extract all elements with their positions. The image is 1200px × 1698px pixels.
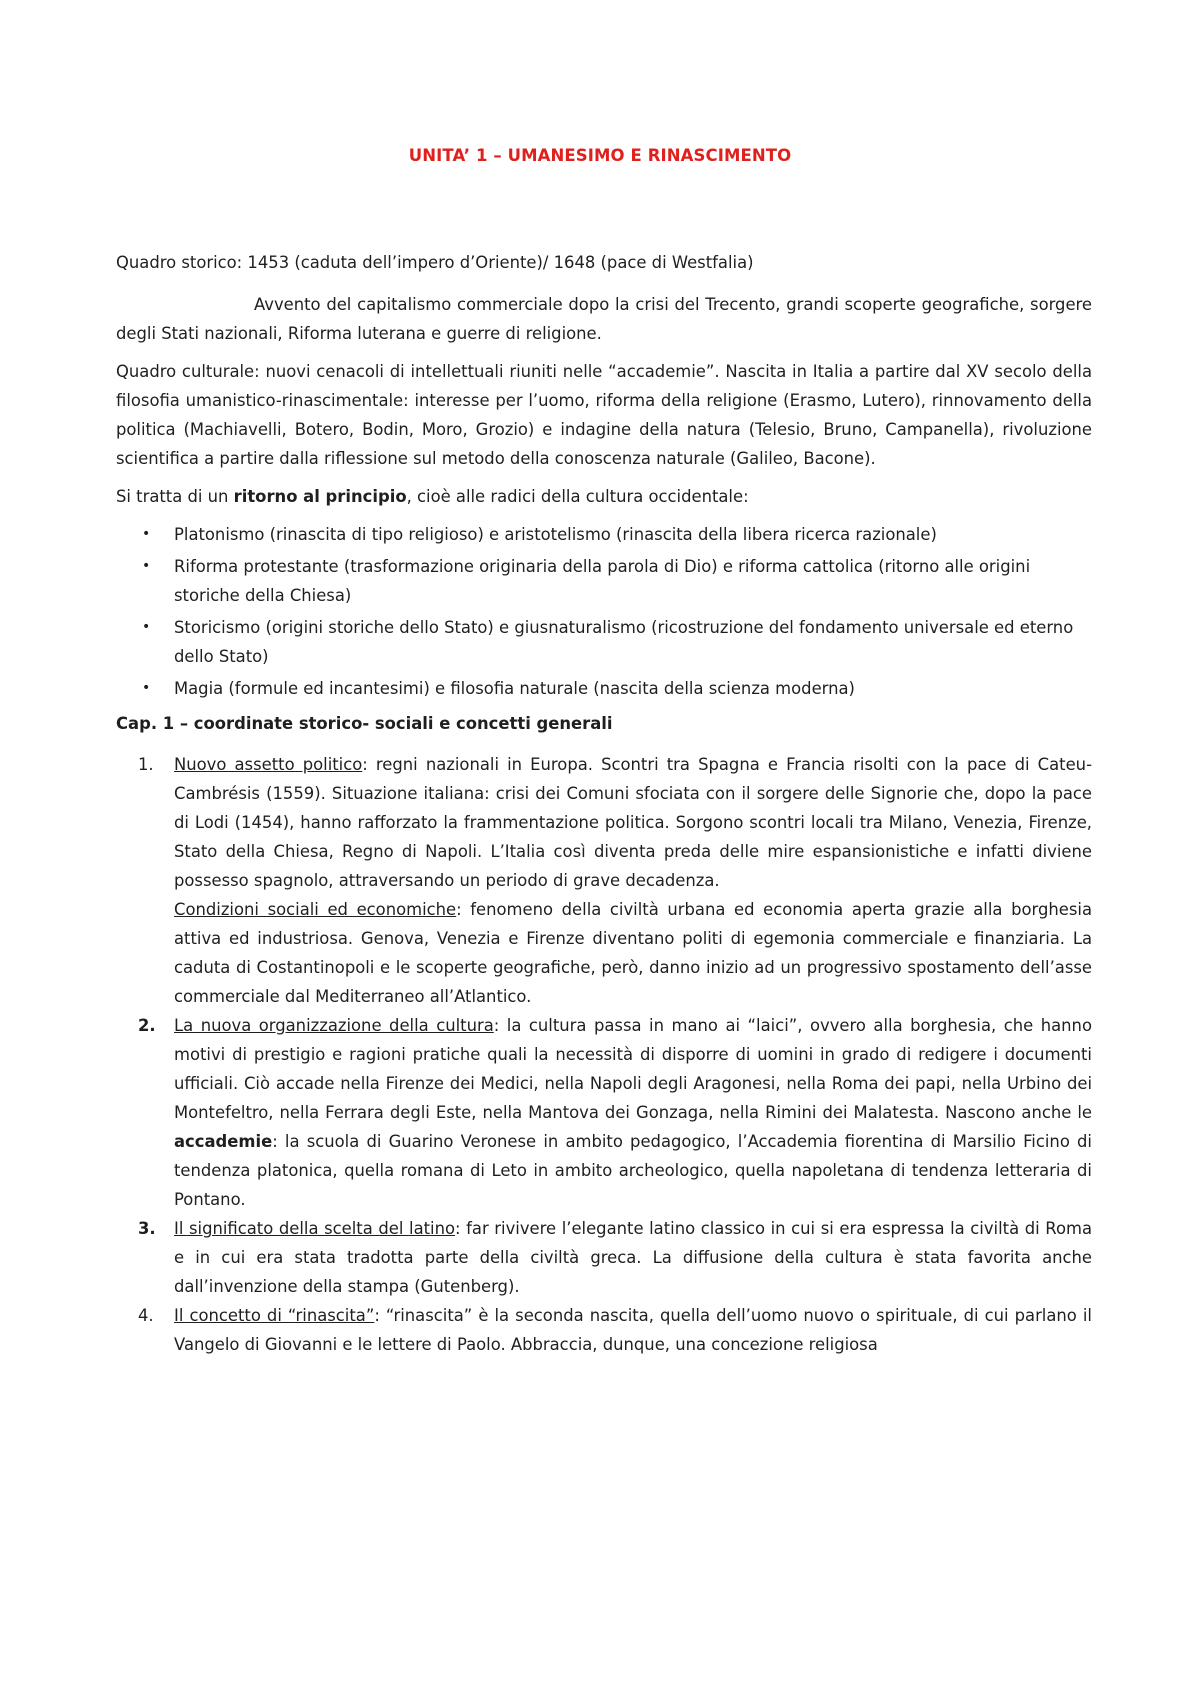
bullet-icon: • [142,526,151,542]
bullet-icon: • [142,558,151,574]
numbered-item-4 [116,1301,1092,1359]
ritorno-pre: Si tratta di un [116,487,234,506]
list-item-text: Storicismo (origini storiche dello Stato) e giusnaturalismo (ricostruzione del fondamento universale ed eterno dello Stato) [174,618,1074,666]
numbered-item-3 [116,1214,1092,1301]
item-label: Il significato della scelta del latino [174,1219,456,1238]
item-number: 3. [138,1219,156,1238]
item-bold: accademie [174,1132,273,1151]
item-label: Il concetto di “rinascita” [174,1306,375,1325]
avvento-paragraph: Avvento del capitalismo commerciale dopo la crisi del Trecento, grandi scoperte geografiche, sorgere degli Stati nazionali, Riforma luterana e guerre di religione. [116,295,1092,343]
sub-paragraph [174,895,1092,1011]
item-number: 4. [138,1306,154,1325]
bullet-icon: • [142,680,151,696]
item-label: Nuovo assetto politico [174,755,363,774]
numbered-list [116,750,1092,1359]
item-text: : regni nazionali in Europa. Scontri tra Spagna e Francia risolti con la pace di Cateu-Cambrésis (1559). Situazione italiana: crisi dei Comuni sfociata con il sorgere delle Signorie che, dopo la pace di Lodi (1454), hanno rafforzato la frammentazione politica. Sorgono scontri locali tra Milano, Venezia, Firenze, Stato della Chiesa, Regno di Napoli. L’Italia così diventa preda delle mire espansionistiche e infatti diviene possesso spagnolo, attraversando un periodo di grave decadenza. [174,755,1092,890]
list-item [116,613,1092,671]
list-item [116,674,1092,703]
bullet-icon: • [142,619,151,635]
sub-label: Condizioni sociali ed economiche [174,900,457,919]
item-label: La nuova organizzazione della cultura [174,1016,494,1035]
document-body [116,248,1092,1359]
ritorno-bold: ritorno al principio [233,487,407,506]
item-number: 2. [138,1016,156,1035]
item-text-2: : la scuola di Guarino Veronese in ambito pedagogico, l’Accademia fiorentina di Marsilio Ficino di tendenza platonica, quella romana di Leto in ambito archeologico, quella napoletana di tendenza letteraria di Pontano. [174,1132,1092,1209]
principles-list [116,520,1092,703]
numbered-item-1 [116,750,1092,1011]
list-item [116,552,1092,610]
list-item-text: Magia (formule ed incantesimi) e filosofia naturale (nascita della scienza moderna) [174,679,855,698]
quadro-storico-paragraph: Quadro storico: 1453 (caduta dell’impero d’Oriente)/ 1648 (pace di Westfalia) [116,253,754,272]
sub-text: : fenomeno della civiltà urbana ed economia aperta grazie alla borghesia attiva ed industriosa. Genova, Venezia e Firenze diventano politi di egemonia commerciale e finanziaria. La caduta di Costantinopoli e le scoperte geografiche, però, danno inizio ad un progressivo spostamento dell’asse commerciale dal Mediterraneo all’Atlantico. [174,900,1092,1006]
item-text: : “rinascita” è la seconda nascita, quella dell’uomo nuovo o spirituale, di cui parlano il Vangelo di Giovanni e le lettere di Paolo. Abbraccia, dunque, una concezione religiosa [174,1306,1092,1354]
item-text: : la cultura passa in mano ai “laici”, ovvero alla borghesia, che hanno motivi di prestigio e ragioni pratiche quali la necessità di disporre di uomini in grado di redigere i documenti ufficiali. Ciò accade nella Firenze dei Medici, nella Napoli degli Aragonesi, nella Roma dei papi, nella Urbino dei Montefeltro, nella Ferrara degli Este, nella Mantova dei Gonzaga, nella Rimini dei Malatesta. Nascono anche le [174,1016,1092,1122]
item-number: 1. [138,755,154,774]
document-title: UNITA’ 1 – UMANESIMO E RINASCIMENTO [408,146,792,165]
list-item-text: Riforma protestante (trasformazione originaria della parola di Dio) e riforma cattolica (ritorno alle origini storiche della Chiesa) [174,557,1031,605]
list-item-text: Platonismo (rinascita di tipo religioso) e aristotelismo (rinascita della libera ricerca razionale) [174,525,937,544]
chapter-heading: Cap. 1 – coordinate storico- sociali e concetti generali [116,714,613,733]
numbered-item-2 [116,1011,1092,1214]
item-text: : far rivivere l’elegante latino classico in cui si era espressa la civiltà di Roma e in cui era stata tradotta parte della civiltà greca. La diffusione della cultura è stata favorita anche dall’invenzione della stampa (Gutenberg). [174,1219,1092,1296]
quadro-culturale-paragraph: Quadro culturale: nuovi cenacoli di intellettuali riuniti nelle “accademie”. Nascita in Italia a partire dal XV secolo della filosofia umanistico-rinascimentale: interesse per l’uomo, riforma della religione (Erasmo, Lutero), rinnovamento della politica (Machiavelli, Botero, Bodin, Moro, Grozio) e indagine della natura (Telesio, Bruno, Campanella), rivoluzione scientifica a partire dalla riflessione sul metodo della conoscenza naturale (Galileo, Bacone). [116,362,1092,468]
list-item [116,520,1092,549]
ritorno-paragraph [116,482,1092,511]
ritorno-post: , cioè alle radici della cultura occidentale: [406,487,749,506]
